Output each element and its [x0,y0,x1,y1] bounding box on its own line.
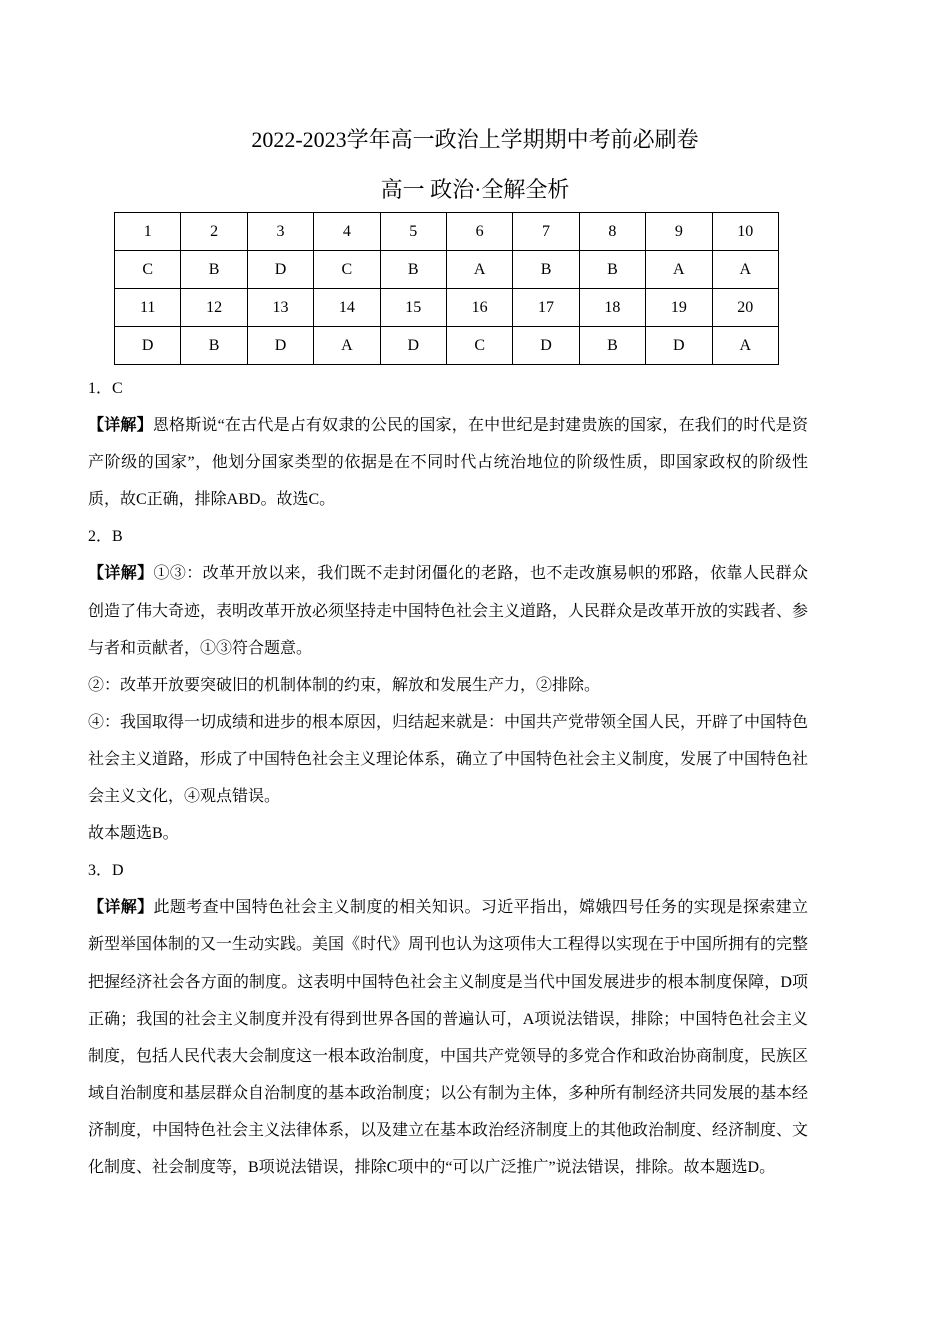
document-subtitle: 高一 政治·全解全析 [380,177,570,202]
table-cell: 10 [712,213,778,251]
table-cell: 19 [646,289,712,327]
detail-tag: 【详解】 [88,565,154,583]
table-cell: 3 [247,213,313,251]
explanation-paragraph [88,555,808,666]
table-cell: 17 [513,289,579,327]
question-heading: 3．D [88,862,124,880]
table-cell: 20 [712,289,778,327]
table-cell: B [181,327,247,365]
table-cell: B [579,251,645,289]
table-cell: 1 [115,213,181,251]
table-cell: 13 [247,289,313,327]
table-cell: A [712,327,778,365]
question-heading: 2．B [88,528,123,546]
table-row-answers-2 [115,327,779,365]
table-cell: B [181,251,247,289]
detail-tag: 【详解】 [88,899,154,917]
explanation-paragraph [88,889,808,1186]
explanation-paragraph [88,407,808,518]
table-cell: D [380,327,446,365]
table-cell: D [513,327,579,365]
table-cell: C [446,327,512,365]
explanation-text: ①③：改革开放以来，我们既不走封闭僵化的老路，也不走改旗易帜的邪路，依靠人民群众创造了伟大奇迹，表明改革开放必须坚持走中国特色社会主义道路，人民群众是改革开放的实践者、参与者和贡献者，①③符合题意。 [88,565,809,657]
table-cell: C [314,251,380,289]
table-cell: B [579,327,645,365]
table-cell: D [247,327,313,365]
table-cell: A [712,251,778,289]
table-cell: 9 [646,213,712,251]
table-cell: B [513,251,579,289]
answer-explanations [88,370,808,1186]
table-cell: 15 [380,289,446,327]
table-cell: A [646,251,712,289]
table-cell: 7 [513,213,579,251]
table-cell: B [380,251,446,289]
explanation-text: 此题考查中国特色社会主义制度的相关知识。习近平指出，嫦娥四号任务的实现是探索建立新型举国体制的又一生动实践。美国《时代》周刊也认为这项伟大工程得以实现在于中国所拥有的完整把握经济社会各方面的制度。这表明中国特色社会主义制度是当代中国发展进步的根本制度保障，D项正确；我国的社会主义制度并没有得到世界各国的普遍认可，A项说法错误，排除；中国特色社会主义制度，包括人民代表大会制度这一根本政治制度，中国共产党领导的多党合作和政治协商制度，民族区域自治制度和基层群众自治制度的基本政治制度；以公有制为主体，多种所有制经济共同发展的基本经济制度，中国特色社会主义法律体系，以及建立在基本政治经济制度上的其他政治制度、经济制度、文化制度、社会制度等，B项说法错误，排除C项中的“可以广泛推广”说法错误，排除。故本题选D。 [88,899,809,1176]
table-cell: 2 [181,213,247,251]
table-row-answers-1 [115,251,779,289]
question-heading: 1．C [88,380,123,397]
table-cell: 5 [380,213,446,251]
table-cell: C [115,251,181,289]
explanation-paragraph: 故本题选B。 [88,825,179,843]
table-row-question-numbers-2 [115,289,779,327]
table-cell: 6 [446,213,512,251]
table-cell: A [314,327,380,365]
table-cell: 14 [314,289,380,327]
table-cell: 4 [314,213,380,251]
table-cell: A [446,251,512,289]
table-cell: 11 [115,289,181,327]
explanation-paragraph: ④：我国取得一切成绩和进步的根本原因，归结起来就是：中国共产党带领全国人民，开辟了中国特色社会主义道路，形成了中国特色社会主义理论体系，确立了中国特色社会主义制度，发展了中国特色社会主义文化，④观点错误。 [88,713,809,806]
table-cell: 12 [181,289,247,327]
table-cell: 18 [579,289,645,327]
explanation-text: 恩格斯说“在古代是占有奴隶的公民的国家，在中世纪是封建贵族的国家，在我们的时代是资产阶级的国家”，他划分国家类型的依据是在不同时代占统治地位的阶级性质，即国家政权的阶级性质，故C正确，排除ABD。故选C。 [88,417,808,509]
table-cell: D [247,251,313,289]
table-cell: 16 [446,289,512,327]
document-title: 2022-2023学年高一政治上学期期中考前必刷卷 [251,127,699,152]
table-cell: D [115,327,181,365]
explanation-paragraph: ②：改革开放要突破旧的机制体制的约束，解放和发展生产力，②排除。 [88,676,601,694]
answer-key-table [114,212,779,365]
detail-tag: 【详解】 [88,417,153,435]
table-row-question-numbers-1 [115,213,779,251]
table-cell: D [646,327,712,365]
table-cell: 8 [579,213,645,251]
